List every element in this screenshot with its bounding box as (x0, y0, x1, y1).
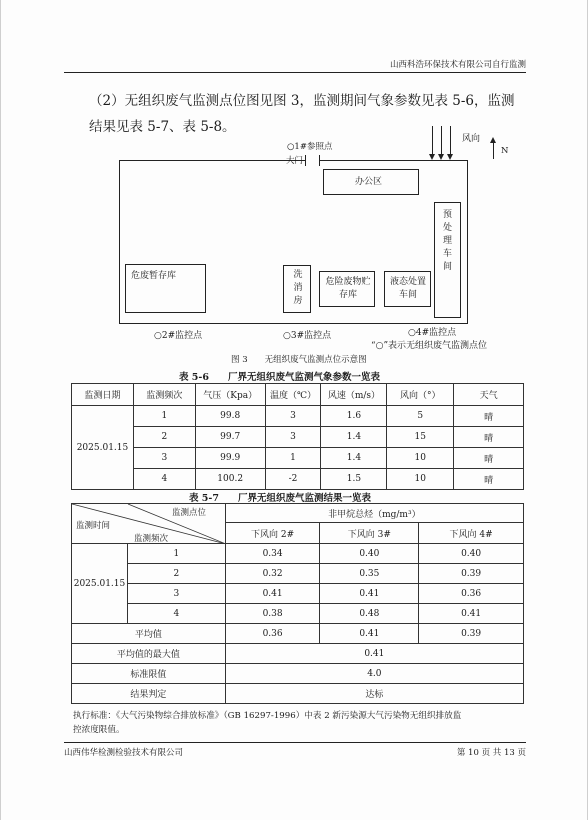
boundary-left (119, 160, 120, 324)
table-cell: 晴 (454, 469, 524, 490)
boundary-bottom (119, 323, 468, 324)
table-5-6 (71, 383, 524, 490)
header-cell: 风向（°） (387, 384, 454, 406)
page-header: 山西科浩环保技术有限公司自行监测 (64, 58, 526, 73)
footer-page: 第 10 页 共 13 页 (456, 748, 526, 758)
gate-post-right (319, 155, 320, 166)
limit-row (72, 664, 524, 684)
limit-label: 标准限值 (72, 664, 226, 684)
table-cell: 1 (133, 406, 195, 427)
table-cell: 1.6 (321, 406, 387, 427)
table-cell: 0.36 (225, 624, 320, 644)
table-cell: 99.9 (195, 448, 265, 469)
header-cell: 风速（m/s） (321, 384, 387, 406)
wind-arrow-2 (441, 126, 442, 156)
point-header: 下风向 2# (225, 523, 320, 544)
wind-arrow-1 (432, 126, 433, 156)
wind-arrow-3 (450, 126, 451, 156)
table-cell: 0.38 (225, 604, 320, 624)
table-cell: 15 (387, 427, 454, 448)
table-cell: 3 (133, 448, 195, 469)
table-cell: 3 (265, 406, 321, 427)
table-cell: -2 (265, 469, 321, 490)
table-cell: 5 (387, 406, 454, 427)
hazardous-waste-building (319, 271, 375, 307)
monitor-point-2: ○2#监控点 (154, 331, 203, 341)
table-5-7-title: 表 5-7 厂界无组织废气监测结果一览表 (189, 493, 371, 504)
table-cell: 99.8 (195, 406, 265, 427)
monitor-point-4: ○4#监控点 (408, 328, 457, 338)
table-cell: 晴 (454, 406, 524, 427)
table-cell: 4 (133, 469, 195, 490)
header-cell: 气压（Kpa） (195, 384, 265, 406)
pretreatment-label: 预处理车间 (442, 210, 452, 272)
footer-company: 山西伟华检测检验技术有限公司 (64, 748, 184, 758)
table-cell: 0.40 (320, 544, 419, 564)
table-cell: 2 (133, 427, 195, 448)
table-cell: 10 (387, 469, 454, 490)
standard-note (73, 709, 525, 737)
table-cell: 0.41 (320, 584, 419, 604)
limit-value: 4.0 (225, 664, 523, 684)
wind-arrow-2-head (438, 154, 444, 160)
table-cell: 0.40 (419, 544, 524, 564)
office-label: 办公区 (355, 177, 383, 187)
wind-arrow-3-head (447, 154, 453, 160)
figure-caption: 图 3 无组织废气监测点位示意图 (231, 355, 367, 365)
table-5-6-header-row (72, 384, 524, 406)
average-row (72, 624, 524, 644)
liquid-disposal-building (384, 271, 431, 307)
boundary-top-right (319, 160, 467, 161)
table-cell: 0.48 (320, 604, 419, 624)
corner-cell (72, 504, 226, 544)
table-cell: 0.39 (419, 564, 524, 584)
corner-bottom-label: 监测频次 (134, 534, 169, 544)
judge-label: 结果判定 (72, 684, 226, 704)
date-cell: 2025.01.15 (72, 544, 128, 624)
header-cell: 监测日期 (72, 384, 134, 406)
table-row (72, 604, 524, 624)
table-row (72, 469, 524, 490)
standard-line-2: 控浓度限值。 (73, 725, 125, 735)
table-cell: 99.7 (195, 427, 265, 448)
corner-left-label: 监测时间 (76, 521, 111, 531)
paragraph-line-2: 结果见表 5-7、表 5-8。 (89, 119, 236, 135)
north-label: N (501, 146, 509, 156)
point-header: 下风向 3# (320, 523, 419, 544)
table-cell: 1 (127, 544, 225, 564)
table-cell: 10 (387, 448, 454, 469)
wind-arrow-1-head (429, 154, 435, 160)
waste-storage-label: 危废暂存库 (131, 271, 177, 281)
table-cell: 100.2 (195, 469, 265, 490)
table-cell: 3 (265, 427, 321, 448)
table-5-7-header-row-1 (72, 504, 524, 523)
wash-room-label: 洗消房 (293, 270, 303, 306)
table-cell: 4 (127, 604, 225, 624)
table-5-7 (71, 503, 524, 704)
corner-top-label: 监测点位 (172, 508, 207, 518)
table-cell: 0.35 (320, 564, 419, 584)
monitor-point-3: ○3#监控点 (283, 331, 332, 341)
table-cell: 0.41 (419, 604, 524, 624)
header-cell: 温度（℃） (265, 384, 321, 406)
param-header: 非甲烷总烃（mg/m³） (225, 504, 523, 523)
table-row (72, 427, 524, 448)
max-value: 0.41 (225, 644, 523, 664)
pretreatment-building (434, 202, 461, 318)
boundary-right (467, 160, 468, 324)
table-row (72, 406, 524, 427)
boundary-top-left (119, 160, 305, 161)
table-cell: 0.41 (225, 584, 320, 604)
gate-post-left (305, 155, 306, 166)
table-cell: 0.32 (225, 564, 320, 584)
average-label: 平均值 (72, 624, 226, 644)
table-cell: 0.36 (419, 584, 524, 604)
reference-point-1: ○1#参照点 (287, 142, 333, 152)
standard-line-1: 执行标准：《大气污染物综合排放标准》（GB 16297-1996）中表 2 新污染源大气污染物无组织排放监 (73, 711, 462, 721)
table-cell: 3 (127, 584, 225, 604)
judge-row (72, 684, 524, 704)
table-row (72, 544, 524, 564)
max-label: 平均值的最大值 (72, 644, 226, 664)
table-cell: 晴 (454, 448, 524, 469)
header-cell: 天气 (454, 384, 524, 406)
liquid-disposal-label: 液态处置车间 (389, 277, 426, 300)
table-cell: 1 (265, 448, 321, 469)
table-row (72, 448, 524, 469)
footer-rule (64, 742, 526, 743)
table-cell: 1.4 (321, 448, 387, 469)
table-cell: 晴 (454, 427, 524, 448)
gate-label: 大门 (286, 156, 304, 166)
max-row (72, 644, 524, 664)
table-cell: 0.41 (320, 624, 419, 644)
header-cell: 监测频次 (133, 384, 195, 406)
table-5-6-title: 表 5-6 厂界无组织废气监测气象参数一览表 (179, 372, 380, 383)
wind-label: 风向 (462, 134, 481, 144)
table-cell: 2 (127, 564, 225, 584)
hazardous-waste-label: 危险废物贮存库 (325, 277, 371, 300)
table-cell: 1.4 (321, 427, 387, 448)
point-header: 下风向 4# (419, 523, 524, 544)
paragraph-line-1: （2）无组织废气监测点位图见图 3，监测期间气象参数见表 5-6，监测 (89, 93, 515, 109)
waste-storage-building (125, 264, 206, 313)
map-legend: “○”表示无组织废气监测点位 (371, 341, 488, 351)
table-cell: 0.34 (225, 544, 320, 564)
table-row (72, 584, 524, 604)
judge-value: 达标 (225, 684, 523, 704)
table-row (72, 564, 524, 584)
date-cell: 2025.01.15 (72, 406, 134, 490)
table-cell: 0.39 (419, 624, 524, 644)
wash-room (283, 265, 311, 313)
table-cell: 1.5 (321, 469, 387, 490)
north-arrow (493, 142, 494, 159)
office-building (323, 169, 419, 195)
